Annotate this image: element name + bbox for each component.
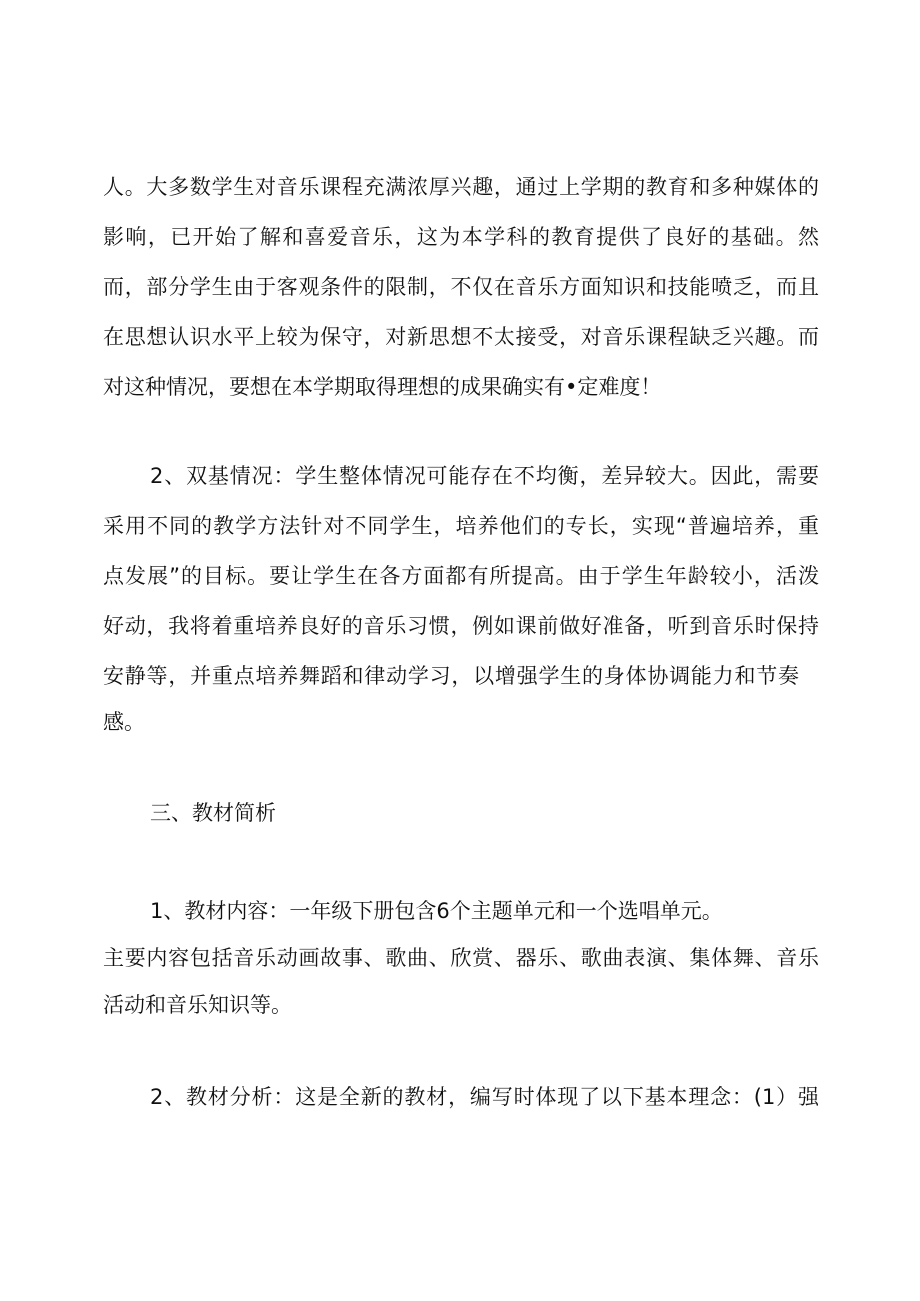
paragraph-2-line-3: 点发展”的目标。要让学生在各方面都有所提高。由于学生年龄较小，活泼 xyxy=(103,564,819,588)
paragraph-4-line-1: 2、教材分析：这是全新的教材，编写时体现了以下基本理念：(1）强 xyxy=(150,1085,819,1109)
paragraph-1-line-5: 对这种情况，要想在本学期取得理想的成果确实有•定难度！ xyxy=(103,375,662,399)
paragraph-2-line-6: 感。 xyxy=(103,710,145,734)
paragraph-1-line-3: 而，部分学生由于客观条件的限制，不仅在音乐方面知识和技能喷乏，而且 xyxy=(103,275,819,299)
paragraph-3-line-3: 活动和音乐知识等。 xyxy=(103,993,292,1017)
paragraph-2-line-5: 安静等，并重点培养舞蹈和律动学习，以增强学生的身体协调能力和节奏 xyxy=(103,664,799,688)
paragraph-2-line-4: 好动，我将着重培养良好的音乐习惯，例如课前做好准备，听到音乐时保持 xyxy=(103,614,819,638)
paragraph-1-line-1: 人。大多数学生对音乐课程充满浓厚兴趣，通过上学期的教育和多种媒体的 xyxy=(103,175,819,199)
paragraph-2-line-2: 采用不同的教学方法针对不同学生，培养他们的专长，实现“普遍培养，重 xyxy=(103,514,819,538)
paragraph-3-line-2: 主要内容包括音乐动画故事、歌曲、欣赏、器乐、歌曲表演、集体舞、音乐 xyxy=(103,946,819,970)
paragraph-1-line-2: 影响，已开始了解和喜爱音乐，这为本学科的教育提供了良好的基础。然 xyxy=(103,225,819,249)
paragraph-2-line-1: 2、双基情况：学生整体情况可能存在不均衡，差异较大。因此，需要 xyxy=(150,464,819,488)
section-heading: 三、教材简析 xyxy=(150,801,276,825)
paragraph-3-line-1: 1、教材内容：一年级下册包含6个主题单元和一个选唱单元。 xyxy=(150,899,723,923)
paragraph-1-line-4: 在思想认识水平上较为保守，对新思想不太接受，对音乐课程缺乏兴趣。而 xyxy=(103,325,819,349)
